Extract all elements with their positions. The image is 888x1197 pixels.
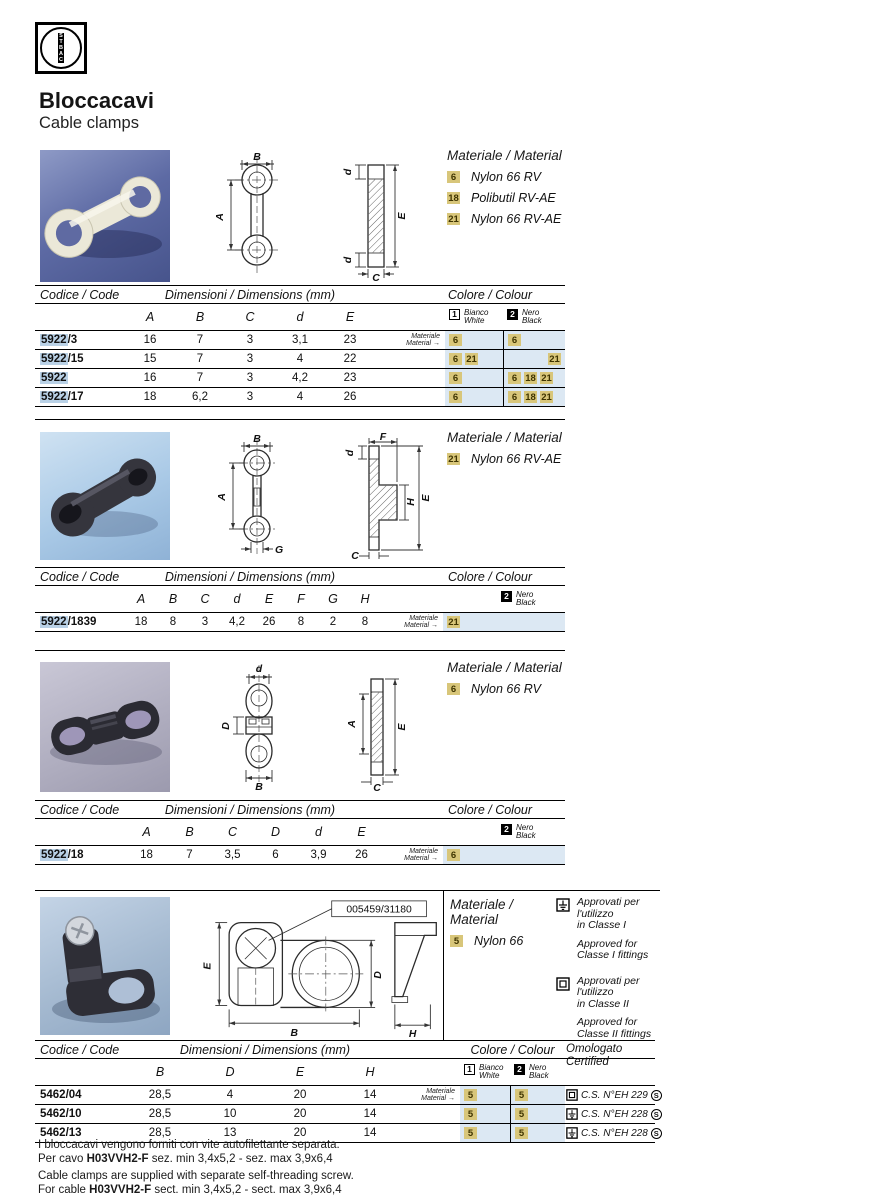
- technical-drawing-5922-1839: [185, 432, 440, 560]
- certification-number: C.S. N°EH 228: [581, 1127, 648, 1139]
- material-legend-title: Materiale / Material: [447, 148, 562, 163]
- white-material-cell: [445, 350, 503, 368]
- material-code-badge: 6: [449, 334, 462, 346]
- material-note: Materiale Material →: [404, 614, 438, 629]
- table-subheader-row: [35, 1059, 655, 1086]
- approval-text-it: Approvati per l'utilizzo in Classe I: [577, 896, 640, 931]
- material-legend-3: [447, 660, 662, 703]
- product-code: 5922/3: [41, 334, 78, 346]
- material-item: [447, 191, 662, 205]
- material-item: [450, 934, 550, 948]
- technical-drawing-5922: [185, 150, 440, 282]
- dim-value: 4: [296, 353, 304, 365]
- black-badge: 2: [501, 824, 512, 835]
- black-label-en: Black: [516, 831, 536, 840]
- white-material-cell: [445, 369, 503, 387]
- table-5922-1839: [35, 567, 565, 632]
- black-material-cell: [503, 350, 565, 368]
- logo-letter: S: [59, 33, 63, 39]
- dim-col: G: [328, 592, 338, 606]
- table-header-row: [35, 286, 565, 304]
- material-item: [447, 212, 662, 226]
- black-material-cell: [510, 1086, 565, 1104]
- dim-label: E: [420, 494, 432, 502]
- cable-clamp-photo-art: [40, 432, 170, 560]
- black-colour-header: [510, 1064, 565, 1081]
- black-label-it: Nero: [516, 822, 534, 832]
- col-header-colour: Colore / Colour: [447, 802, 533, 817]
- screw-part-callout: 005459/31180: [346, 904, 412, 916]
- dim-value: 3,9: [310, 849, 327, 861]
- white-label-en: White: [464, 316, 485, 325]
- product-code: 5922/1839: [41, 616, 97, 628]
- col-header-colour: Colore / Colour: [447, 287, 533, 302]
- cable-clamp-photo-art: [40, 150, 170, 282]
- dim-value: 7: [196, 334, 204, 346]
- table-row: [35, 846, 565, 865]
- product-photo-5922: [40, 150, 170, 282]
- col-header-code: Codice / Code: [40, 802, 120, 817]
- black-material-cell: [503, 388, 565, 406]
- dim-col: B: [155, 1065, 165, 1079]
- s-certification-mark-icon: S: [651, 1128, 662, 1139]
- material-code-badge: 21: [448, 453, 459, 465]
- material-name: Nylon 66 RV-AE: [471, 212, 562, 226]
- white-material-cell: [460, 1086, 510, 1104]
- black-material-cell: [510, 1105, 565, 1123]
- material-code-badge: 21: [448, 213, 459, 225]
- dim-value: 20: [293, 1127, 307, 1139]
- material-legend-4: [450, 897, 550, 955]
- white-material-cell: [460, 1105, 510, 1123]
- dim-label: E: [396, 723, 408, 731]
- dim-value: 3: [246, 334, 254, 346]
- material-code-badge: 6: [449, 391, 462, 403]
- approval-text-en: Approved for Classe I fittings: [577, 937, 649, 961]
- approval-text-it: Approvati per l'utilizzo in Classe II: [577, 974, 640, 1010]
- material-code-badge: 5: [464, 1127, 477, 1139]
- dim-value: 16: [143, 372, 157, 384]
- dim-label: H: [408, 1029, 417, 1039]
- dim-value: 18: [140, 849, 153, 861]
- dim-value: 16: [143, 334, 157, 346]
- class1-earth-icon: [566, 1108, 578, 1120]
- dim-value: 3: [246, 391, 254, 403]
- dim-label: B: [255, 781, 263, 792]
- material-code-badge: 6: [508, 372, 521, 384]
- dim-value: 4: [226, 1089, 234, 1101]
- material-legend-2: [447, 430, 662, 473]
- col-header-dimensions: Dimensioni / Dimensions (mm): [164, 287, 336, 302]
- product-code: 5462/04: [40, 1089, 82, 1101]
- brand-logo-circle: [40, 27, 82, 69]
- material-code-badge: 6: [449, 353, 462, 365]
- dim-value: 22: [343, 353, 357, 365]
- dim-value: 7: [186, 849, 193, 861]
- material-legend-title: Materiale / Material: [447, 430, 562, 445]
- dim-label: G: [275, 544, 284, 556]
- black-material-cell: [443, 613, 565, 631]
- dim-value: 7: [196, 372, 204, 384]
- table-header-row: [35, 1041, 655, 1059]
- dim-value: 4,2: [292, 372, 308, 384]
- material-note: Materiale Material →: [404, 847, 438, 862]
- material-code-badge: 5: [515, 1108, 528, 1120]
- col-header-dimensions: Dimensioni / Dimensions (mm): [179, 1042, 351, 1057]
- col-header-colour: Colore / Colour: [447, 569, 533, 584]
- certification-cell: [565, 1108, 659, 1120]
- table-row: [35, 1105, 659, 1124]
- product-code: 5922/17: [41, 391, 84, 403]
- black-label-it: Nero: [516, 589, 534, 599]
- dim-value: 28,5: [148, 1108, 172, 1120]
- material-code-badge: 18: [525, 372, 536, 384]
- black-colour-header: [443, 824, 565, 841]
- dim-value: 18: [134, 616, 148, 628]
- black-label-en: Black: [529, 1071, 549, 1080]
- dim-label: C: [372, 272, 380, 282]
- col-header-colour: Colore / Colour: [470, 1042, 555, 1057]
- dim-col: d: [296, 310, 304, 324]
- material-code-badge: 6: [508, 334, 521, 346]
- material-code-badge: 5: [464, 1089, 477, 1101]
- col-header-code: Codice / Code: [40, 1042, 120, 1057]
- approval-text-en: Approved for Classe II fittings: [577, 1016, 652, 1040]
- certification-number: C.S. N°EH 228: [581, 1108, 648, 1120]
- material-legend-title: Materiale / Material: [447, 660, 562, 675]
- dim-value: 4,2: [229, 616, 245, 628]
- dim-label: B: [290, 1028, 298, 1039]
- product-code: 5922/15: [41, 353, 84, 365]
- dim-value: 14: [363, 1089, 377, 1101]
- dim-col: H: [365, 1065, 375, 1079]
- black-label-it: Nero: [522, 307, 540, 317]
- dim-value: 23: [343, 334, 357, 346]
- table-row: [35, 613, 565, 632]
- dim-value: 4: [296, 391, 304, 403]
- black-label-it: Nero: [529, 1062, 547, 1072]
- white-material-cell: [445, 331, 503, 349]
- product-photo-5922-1839: [40, 432, 170, 560]
- dim-value: 8: [361, 616, 369, 628]
- dim-col: E: [264, 592, 274, 606]
- section-divider: [35, 419, 565, 420]
- dim-label: E: [396, 212, 408, 220]
- dim-value: 3: [201, 616, 209, 628]
- cable-clamp-photo-art: [40, 662, 170, 792]
- dim-label: D: [220, 722, 232, 730]
- dim-label: H: [405, 498, 417, 506]
- dim-col: d: [233, 592, 241, 606]
- material-name: Nylon 66 RV: [471, 170, 541, 184]
- dim-value: 3: [246, 353, 254, 365]
- section-column-divider: [443, 890, 444, 1040]
- dim-col: A: [136, 592, 146, 606]
- dim-col: B: [185, 825, 194, 839]
- material-code-badge: 6: [447, 171, 460, 183]
- col-header-dimensions: Dimensioni / Dimensions (mm): [164, 569, 336, 584]
- dim-col: C: [245, 310, 255, 324]
- white-label-en: White: [479, 1071, 500, 1080]
- material-code-badge: 6: [508, 391, 521, 403]
- black-label-en: Black: [522, 316, 542, 325]
- dim-col: C: [227, 825, 238, 839]
- black-colour-header: [443, 591, 565, 608]
- material-name: Nylon 66 RV-AE: [471, 452, 562, 466]
- material-note: Materiale Material →: [421, 1087, 455, 1102]
- dim-value: 15: [143, 353, 157, 365]
- dim-col: D: [270, 825, 281, 839]
- material-code-badge: 6: [447, 683, 460, 695]
- material-code-badge: 21: [448, 616, 459, 628]
- dim-value: 8: [297, 616, 305, 628]
- dim-value: 28,5: [148, 1127, 172, 1139]
- s-certification-mark-icon: S: [651, 1090, 662, 1101]
- material-code-badge: 6: [447, 849, 460, 861]
- table-subheader-row: [35, 819, 565, 846]
- material-code-badge: 21: [549, 353, 560, 365]
- product-code: 5462/10: [40, 1108, 82, 1120]
- dim-col: F: [297, 592, 305, 606]
- dim-value: 8: [169, 616, 177, 628]
- black-material-cell: [503, 369, 565, 387]
- dim-label: D: [373, 971, 385, 979]
- class1-approval: [556, 897, 668, 962]
- class1-earth-icon: [566, 1127, 578, 1139]
- black-material-cell: [443, 846, 565, 864]
- product-code: 5922: [41, 372, 67, 384]
- dim-label: d: [342, 168, 354, 176]
- footer-notes: [38, 1139, 354, 1197]
- cable-clamp-photo-art: [40, 897, 170, 1035]
- dim-value: 2: [329, 616, 337, 628]
- table-5462: [35, 1040, 659, 1143]
- white-material-cell: [460, 1124, 510, 1142]
- class1-earth-icon: [556, 897, 570, 962]
- logo-letter: C: [59, 57, 63, 63]
- table-row: [35, 369, 565, 388]
- page-title: Bloccacavi: [39, 88, 154, 113]
- table-subheader-row: [35, 304, 565, 331]
- dim-value: 6: [272, 849, 279, 861]
- dim-label: B: [253, 151, 261, 163]
- dim-value: 20: [293, 1108, 307, 1120]
- dim-value: 18: [143, 391, 157, 403]
- black-colour-header: [503, 309, 565, 326]
- material-code-badge: 6: [449, 372, 462, 384]
- dim-col: A: [145, 310, 155, 324]
- s-certification-mark-icon: S: [651, 1109, 662, 1120]
- dim-value: 28,5: [148, 1089, 172, 1101]
- section-divider: [35, 890, 660, 891]
- col-header-dimensions: Dimensioni / Dimensions (mm): [164, 802, 336, 817]
- material-code-badge: 18: [448, 192, 459, 204]
- dim-label: A: [216, 493, 228, 501]
- material-code-badge: 18: [525, 391, 536, 403]
- certification-cell: [565, 1127, 659, 1139]
- material-code-badge: 5: [464, 1108, 477, 1120]
- dim-col: H: [360, 592, 370, 606]
- dim-value: 3: [246, 372, 254, 384]
- white-badge: 1: [449, 309, 460, 320]
- black-material-cell: [503, 331, 565, 349]
- dim-value: 3,5: [224, 849, 241, 861]
- dim-value: 13: [223, 1127, 237, 1139]
- white-label-it: Bianco: [464, 307, 489, 317]
- table-5922: [35, 285, 565, 407]
- dim-col: C: [200, 592, 210, 606]
- dim-value: 10: [223, 1108, 237, 1120]
- dim-value: 26: [262, 616, 276, 628]
- approvals-block: [556, 897, 668, 1054]
- col-header-code: Codice / Code: [40, 287, 120, 302]
- logo-letter: B: [59, 45, 63, 51]
- dim-col: A: [142, 825, 151, 839]
- material-name: Polibutil RV-AE: [471, 191, 556, 205]
- dim-col: B: [195, 310, 205, 324]
- dim-col: E: [357, 825, 366, 839]
- dim-value: 7: [196, 353, 204, 365]
- material-item: [447, 452, 662, 466]
- dim-label: C: [351, 550, 359, 560]
- certification-number: C.S. N°EH 229: [581, 1089, 648, 1101]
- technical-drawing-5922-18: [185, 660, 440, 792]
- material-legend-title: Materiale / Material: [450, 897, 514, 927]
- black-material-cell: [510, 1124, 565, 1142]
- dim-label: E: [202, 962, 214, 970]
- logo-letter: A: [59, 51, 63, 57]
- material-code-badge: 5: [515, 1089, 528, 1101]
- material-code-badge: 5: [450, 935, 463, 947]
- material-item: [447, 170, 662, 184]
- white-badge: 1: [464, 1064, 475, 1075]
- black-badge: 2: [514, 1064, 525, 1075]
- white-colour-header: [460, 1064, 510, 1081]
- black-label-en: Black: [516, 598, 536, 607]
- material-legend-1: [447, 148, 662, 233]
- dim-col: D: [225, 1065, 235, 1079]
- dim-value: 26: [343, 391, 357, 403]
- dim-label: A: [346, 720, 358, 728]
- dim-value: 3,1: [292, 334, 308, 346]
- material-note: Materiale Material →: [406, 332, 440, 347]
- dim-col: E: [295, 1065, 305, 1079]
- table-row: [35, 350, 565, 369]
- white-label-it: Bianco: [479, 1062, 504, 1072]
- material-name: Nylon 66 RV: [471, 682, 541, 696]
- product-photo-5922-18: [40, 662, 170, 792]
- footer-note-italian: I bloccacavi vengono forniti con vite autofilettante separata. Per cavo H03VVH2-F sez. min 3,4x5,2 - sez. max 3,9x6,4: [38, 1139, 340, 1165]
- dim-value: 23: [343, 372, 357, 384]
- dim-value: 14: [363, 1127, 377, 1139]
- white-colour-header: [445, 309, 503, 326]
- material-code-badge: 21: [541, 391, 552, 403]
- dim-label: d: [344, 449, 356, 457]
- page-subtitle: Cable clamps: [39, 114, 139, 132]
- col-header-certified: Omologato Certified: [566, 1043, 623, 1068]
- certification-cell: [565, 1089, 659, 1101]
- black-badge: 2: [501, 591, 512, 602]
- class2-double-square-icon: [556, 976, 570, 1041]
- material-code-badge: 21: [466, 353, 477, 365]
- white-material-cell: [445, 388, 503, 406]
- section-divider: [35, 650, 565, 651]
- class2-approval: [556, 976, 668, 1041]
- dim-value: 6,2: [192, 391, 208, 403]
- dim-col: E: [345, 310, 355, 324]
- material-code-badge: 21: [541, 372, 552, 384]
- class2-double-square-icon: [566, 1089, 578, 1101]
- table-header-row: [35, 568, 565, 586]
- dim-value: 20: [293, 1089, 307, 1101]
- product-code: 5462/13: [40, 1127, 82, 1139]
- table-header-row: [35, 801, 565, 819]
- dim-label: C: [373, 782, 381, 792]
- col-header-code: Codice / Code: [40, 569, 120, 584]
- table-row: [35, 1086, 659, 1105]
- logo-letter: T: [59, 39, 63, 45]
- dim-label: d: [342, 256, 354, 264]
- material-item: [447, 682, 662, 696]
- dim-label: B: [253, 433, 261, 445]
- brand-logo: [35, 22, 87, 74]
- material-code-badge: 5: [515, 1127, 528, 1139]
- dim-value: 26: [355, 849, 368, 861]
- dim-label: A: [214, 213, 226, 221]
- technical-drawing-5462: [180, 893, 442, 1039]
- product-photo-5462: [40, 897, 170, 1035]
- black-badge: 2: [507, 309, 518, 320]
- dim-label: F: [379, 432, 387, 443]
- table-row: [35, 331, 565, 350]
- table-5922-18: [35, 800, 565, 865]
- footer-note-english: Cable clamps are supplied with separate self-threading screw. For cable H03VVH2-F sect. min 3,4x5,2 - sect. max 3,9x6,4: [38, 1170, 354, 1196]
- table-subheader-row: [35, 586, 565, 613]
- dim-col: d: [315, 825, 322, 839]
- product-code: 5922/18: [41, 849, 84, 861]
- table-row: [35, 388, 565, 407]
- dim-value: 14: [363, 1108, 377, 1120]
- dim-col: B: [168, 592, 178, 606]
- material-name: Nylon 66: [474, 934, 524, 948]
- dim-label: d: [255, 663, 263, 675]
